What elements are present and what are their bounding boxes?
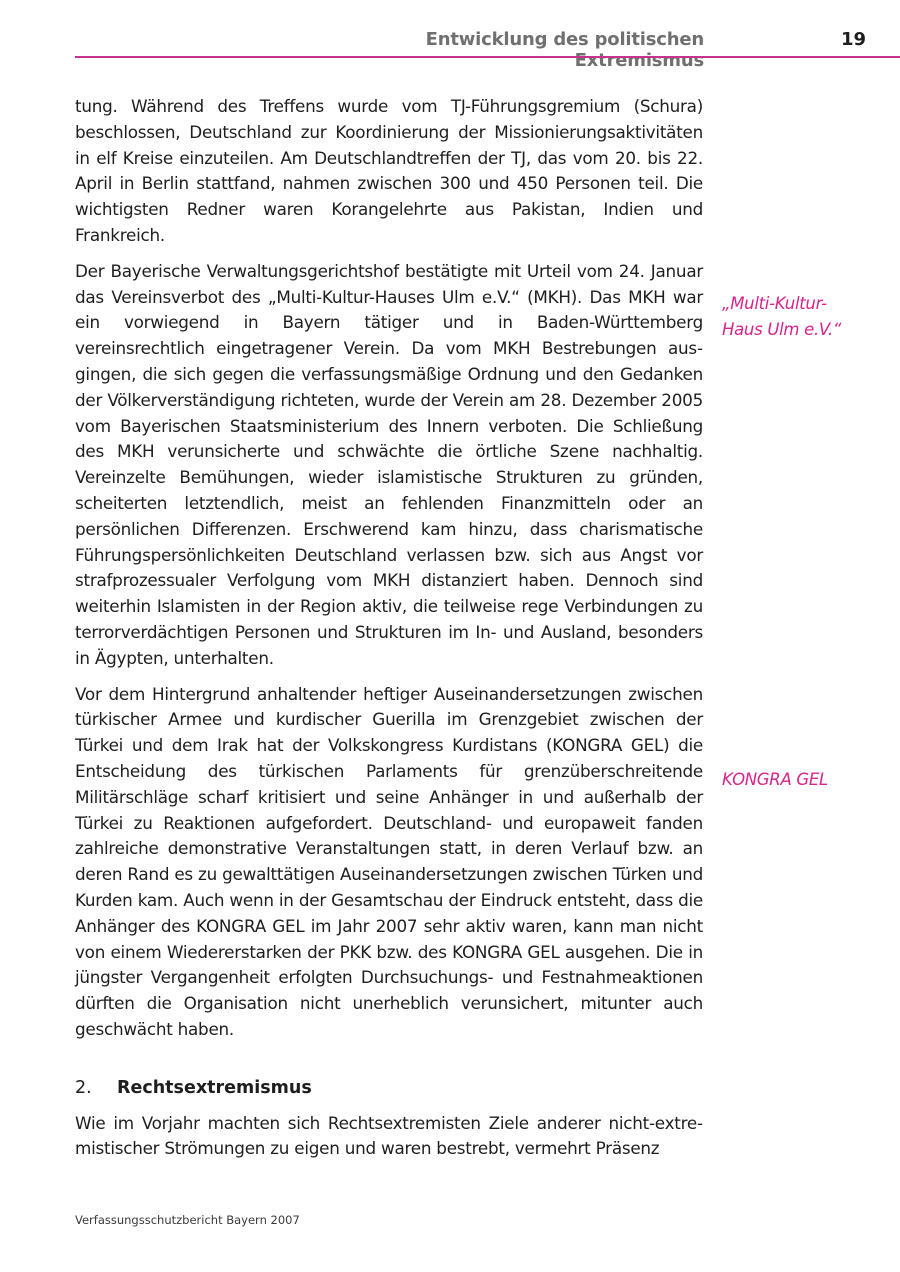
header-rule [75, 56, 900, 58]
paragraph-tj: tung. Während des Treffens wurde vom TJ-Führungsgremium (Schura) beschlossen, Deutschland zur Koordinierung der Missionierungsaktivitäten in elf Kreise einzuteilen. Am Deutschlandtreffen der TJ, das vom 20. bis 22. April in Berlin stattfand, nahmen zwischen 300 und 450 Personen teil. Die wichtigsten Redner waren Korangelehrte aus Pakistan, Indien und Frankreich. [75, 96, 703, 245]
page-number: 19 [840, 29, 866, 50]
paragraph-mkh: Der Bayerische Verwaltungsgerichtshof bestätigte mit Urteil vom 24. Januar das Vereinsverbot des „Multi-Kultur-Hauses Ulm e.V.“ (MKH). Das MKH war ein vorwiegend in Bayern tätiger und in Baden-Württemberg vereinsrechtlich eingetragener Verein. Da vom MKH Bestrebungen ausgingen, die sich gegen die verfassungsmäßige Ordnung und den Gedanken der Völkerverständigung richteten, wurde der Verein am 28. Dezember 2005 vom Bayerischen Staatsministerium des Innern verboten. Die Schließung des MKH verunsicherte und schwächte die örtliche Szene nachhaltig. Vereinzelte Bemühungen, wieder islamistische Strukturen zu gründen, scheiterten letztendlich, meist an fehlenden Finanzmitteln oder an persönlichen Differenzen. Erschwerend kam hinzu, dass charismatische Führungspersönlichkeiten Deutschland verlassen bzw. sich aus Angst vor strafprozessualer Verfolgung vom MKH distanziert haben. Dennoch sind weiterhin Islamisten in der Region aktiv, die teilweise rege Verbindungen zu terrorverdächtigen Personen und Strukturen im In- und Ausland, besonders in Ägypten, unterhalten. [75, 260, 703, 668]
margin-note-mkh-line2: Haus Ulm e.V.“ [722, 319, 842, 339]
footer-text: Verfassungsschutzbericht Bayern 2007 [75, 1213, 300, 1227]
section-heading [75, 1075, 703, 1101]
section-title: Rechtsextremismus [117, 1077, 312, 1098]
margin-note-mkh [722, 291, 892, 343]
paragraph-rechtsextremismus: Wie im Vorjahr machten sich Rechtsextremisten Ziele anderer nicht-extremistischer Strömungen zu eigen und waren bestrebt, vermehrt Präsenz [75, 1112, 703, 1159]
body-text [75, 94, 703, 1172]
margin-note-kongra: KONGRA GEL [722, 770, 828, 789]
margin-note-mkh-line1: „Multi-Kultur- [722, 294, 827, 313]
paragraph-kongra: Vor dem Hintergrund anhaltender heftiger Auseinandersetzungen zwischen türkischer Armee und kurdischer Guerilla im Grenzgebiet zwischen der Türkei und dem Irak hat der Volkskongress Kurdistans (KONGRA GEL) die Entscheidung des türkischen Parlaments für grenzüberschreitende Militärschläge scharf kritisiert und seine Anhänger in und außerhalb der Türkei zu Reaktionen aufgefordert. Deutschland- und europaweit fanden zahlreiche demonstrative Veranstaltungen statt, in deren Verlauf bzw. an deren Rand es zu gewalttätigen Auseinandersetzungen zwischen Türken und Kurden kam. Auch wenn in der Gesamtschau der Eindruck entsteht, dass die Anhänger des KONGRA GEL im Jahr 2007 sehr aktiv waren, kann man nicht von einem Wiedererstarken der PKK bzw. des KONGRA GEL ausgehen. Die in jüngster Vergangenheit erfolgten Durchsuchungs- und Festnahmeaktionen dürften die Organisation nicht unerheblich verunsichert, mitunter auch geschwächt haben. [75, 683, 703, 1039]
section-number: 2. [75, 1077, 92, 1098]
header-title: Entwicklung des politischen Extremismus [425, 29, 704, 71]
